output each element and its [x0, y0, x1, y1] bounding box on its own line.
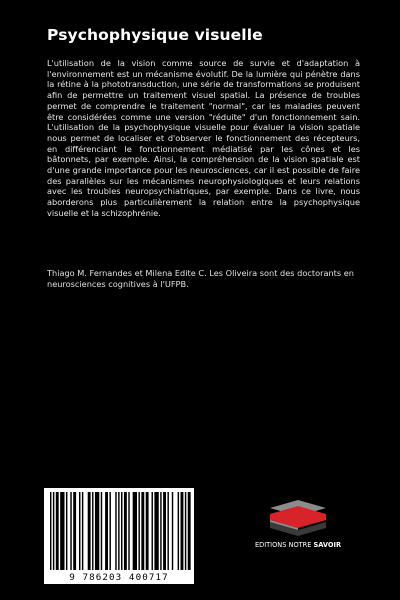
- barcode-bar: [82, 492, 83, 570]
- barcode-bar: [163, 492, 166, 570]
- author-bio: Thiago M. Fernandes et Milena Edite C. Les Oliveira sont des doctorants en neurosciences cognitives à l'UFPB.: [47, 268, 354, 289]
- barcode-bar: [152, 492, 153, 570]
- book-stack-icon: [250, 498, 346, 540]
- barcode-bar: [70, 492, 71, 570]
- barcode-bar: [128, 492, 129, 570]
- publisher-name-light: EDITIONS NOTRE: [254, 541, 314, 549]
- barcode-bar: [56, 492, 59, 570]
- barcode-bar: [66, 492, 67, 570]
- barcode-bar: [185, 492, 186, 570]
- barcode-bar: [154, 492, 158, 570]
- book-description: L'utilisation de la vision comme source de survie et d'adaptation à l'environnement est un mécanisme évolutif. De la lumière qui pénètre dans la rétine à la phototransduction, une série de transformations se produisent afin de permettre un traitement visuel spatial. La présence de troubles permet de comprendre le traitement "normal", car les maladies peuvent être considérées comme une version "réduite" d'un fonctionnement sain. L'utilisation de la psychophysique visuelle pour évaluer la vision spatiale nous permet de localiser et d'observer le fonctionnement des récepteurs, en différenciant le fonctionnement médiatisé par les cônes et les bâtonnets, par exemple. Ainsi, la compréhension de la vision spatiale est d'une grande importance pour les neurosciences, car il est possible de faire des parallèles sur les mécanismes neurophysiologiques et leurs relations avec les troubles neuropsychiatriques, par exemple. Dans ce livre, nous aborderons plus particulièrement la relation entre la psychophysique visuelle et la schizophrénie.: [47, 58, 360, 218]
- publisher-block: [250, 498, 346, 558]
- barcode-bar: [141, 492, 144, 570]
- barcode-bar: [146, 492, 149, 570]
- barcode-bar: [101, 492, 102, 570]
- book-title: Psychophysique visuelle: [47, 26, 263, 44]
- barcode-bar: [109, 492, 110, 570]
- barcode-bar: [181, 492, 184, 570]
- barcode-bar: [60, 492, 64, 570]
- barcode-bar: [138, 492, 139, 570]
- barcode-bar: [133, 492, 137, 570]
- barcode-bar: [115, 492, 116, 570]
- barcode-bar: [121, 492, 122, 570]
- barcode-bar: [118, 492, 119, 570]
- barcode-bar: [105, 492, 108, 570]
- barcode-bar: [53, 492, 54, 570]
- barcode-bar: [172, 492, 173, 570]
- barcode-bar: [73, 492, 76, 570]
- isbn-barcode: [44, 488, 194, 584]
- barcode-bar: [92, 492, 93, 570]
- barcode-bar: [188, 492, 191, 570]
- publisher-name: [250, 541, 346, 549]
- publisher-name-bold: SAVOIR: [313, 541, 342, 549]
- barcode-bar: [95, 492, 99, 570]
- barcode-bar: [50, 492, 51, 570]
- barcode-bar: [160, 492, 161, 570]
- barcode-bars: [44, 488, 194, 584]
- isbn-number: 9 786203 400717: [69, 572, 169, 583]
- barcode-bar: [178, 492, 179, 570]
- barcode-bar: [88, 492, 91, 570]
- barcode-bar: [167, 492, 168, 570]
- barcode-bar: [79, 492, 80, 570]
- barcode-bar: [124, 492, 127, 570]
